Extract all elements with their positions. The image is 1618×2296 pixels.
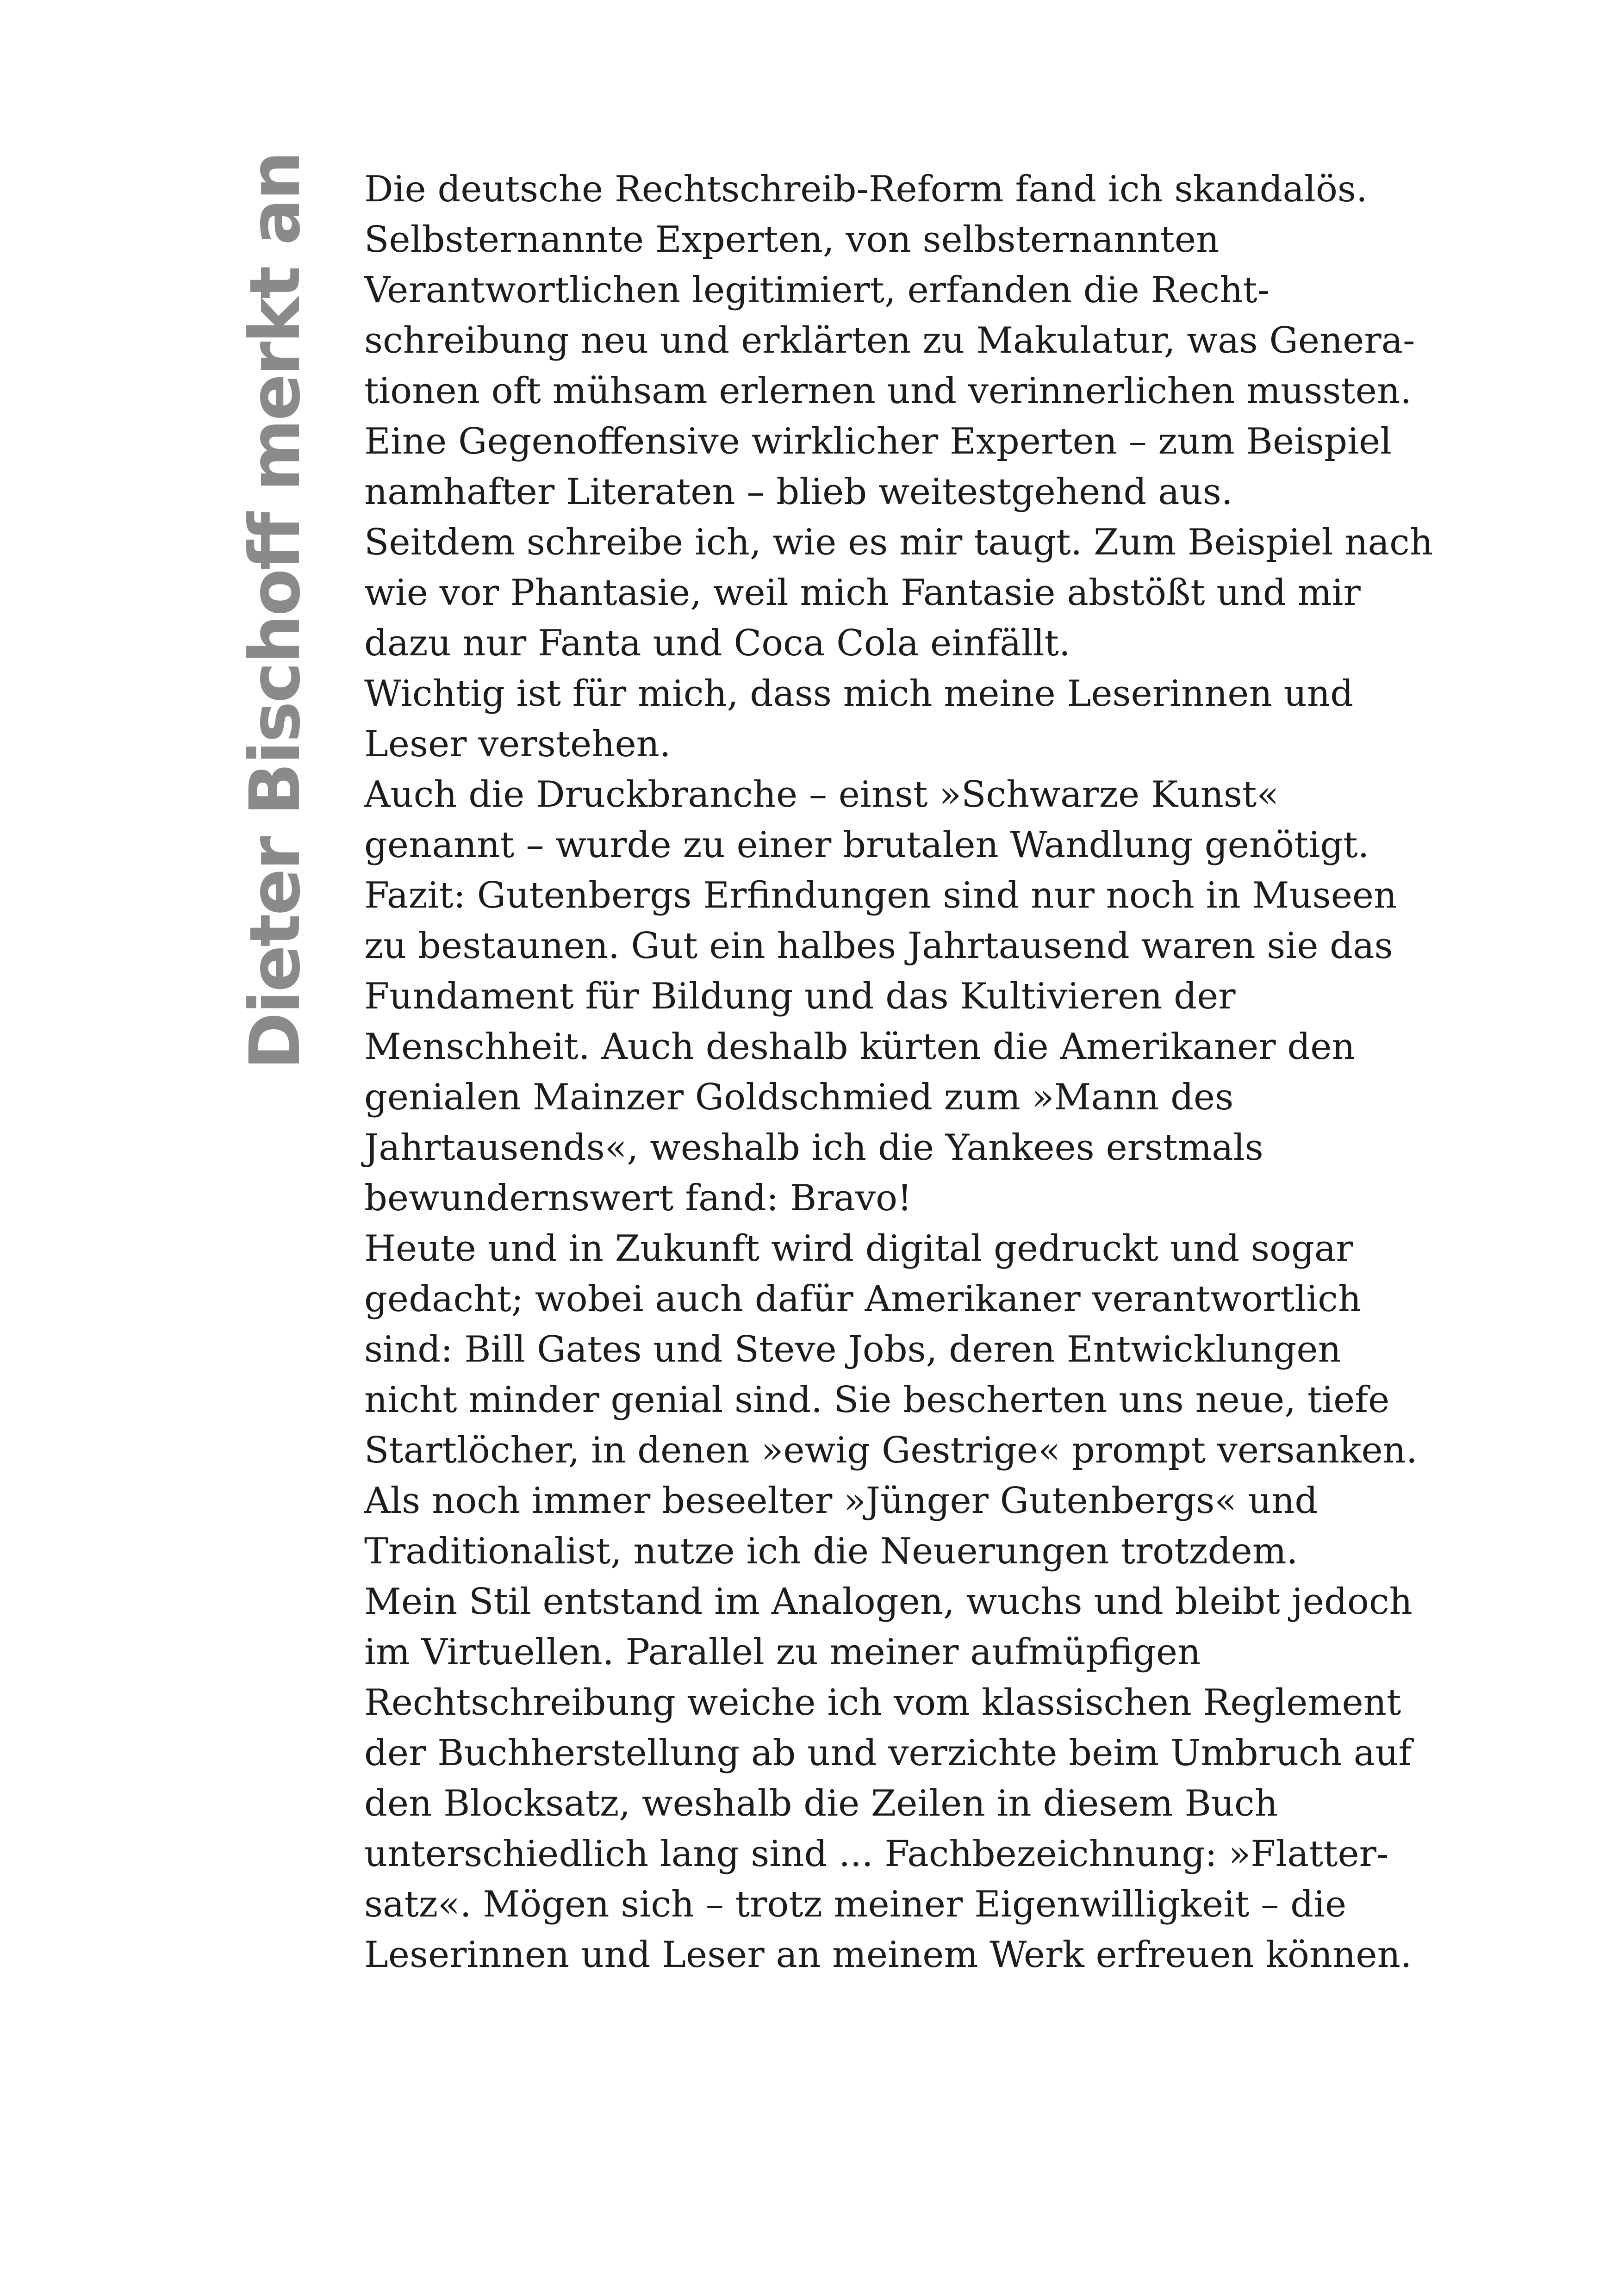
text-line: zu bestaunen. Gut ein halbes Jahrtausend waren sie das — [364, 925, 1393, 967]
text-line: gedacht; wobei auch dafür Amerikaner verantwortlich — [364, 1278, 1362, 1320]
text-line: Eine Gegenoffensive wirklicher Experten – zum Beispiel — [364, 421, 1392, 462]
text-line: der Buchherstellung ab und verzichte beim Umbruch auf — [364, 1732, 1412, 1774]
text-line: nicht minder genial sind. Sie bescherten uns neue, tiefe — [364, 1379, 1390, 1421]
text-line: genannt – wurde zu einer brutalen Wandlung genötigt. — [364, 824, 1369, 866]
text-line: Fundament für Bildung und das Kultivieren der — [364, 976, 1236, 1017]
text-line: Verantwortlichen legitimiert, erfanden die Recht- — [364, 269, 1270, 311]
text-line: Jahrtausends«, weshalb ich die Yankees erstmals — [364, 1127, 1263, 1169]
body-text — [364, 164, 1433, 1980]
text-line: Die deutsche Rechtschreib-Reform fand ich skandalös. — [364, 168, 1368, 210]
text-line: bewundernswert fand: Bravo! — [364, 1177, 912, 1219]
text-line: tionen oft mühsam erlernen und verinnerlichen mussten. — [364, 370, 1412, 412]
vertical-title: Dieter Bischoff merkt an — [235, 153, 316, 1070]
text-line: genialen Mainzer Goldschmied zum »Mann des — [364, 1076, 1234, 1118]
text-line: im Virtuellen. Parallel zu meiner aufmüpfigen — [364, 1631, 1201, 1673]
text-line: Selbsternannte Experten, von selbsternannten — [364, 219, 1220, 261]
text-line: schreibung neu und erklärten zu Makulatur, was Genera- — [364, 320, 1415, 361]
text-line: Rechtschreibung weiche ich vom klassischen Reglement — [364, 1682, 1401, 1724]
text-line: unterschiedlich lang sind ... Fachbezeichnung: »Flatter- — [364, 1833, 1389, 1875]
text-line: Mein Stil entstand im Analogen, wuchs und bleibt jedoch — [364, 1581, 1413, 1623]
text-line: Heute und in Zukunft wird digital gedruckt und sogar — [364, 1228, 1353, 1269]
text-line: Startlöcher, in denen »ewig Gestrige« prompt versanken. — [364, 1430, 1418, 1471]
text-line: sind: Bill Gates und Steve Jobs, deren Entwicklungen — [364, 1329, 1341, 1370]
text-line: satz«. Mögen sich – trotz meiner Eigenwilligkeit – die — [364, 1884, 1347, 1925]
text-line: Wichtig ist für mich, dass mich meine Leserinnen und — [364, 673, 1354, 715]
text-line: Menschheit. Auch deshalb kürten die Amerikaner den — [364, 1026, 1355, 1068]
text-line: Fazit: Gutenbergs Erfindungen sind nur noch in Museen — [364, 875, 1397, 916]
text-line: den Blocksatz, weshalb die Zeilen in diesem Buch — [364, 1783, 1278, 1824]
text-line: Leser verstehen. — [364, 723, 671, 765]
text-line: dazu nur Fanta und Coca Cola einfällt. — [364, 622, 1070, 664]
text-line: Seitdem schreibe ich, wie es mir taugt. Zum Beispiel nach — [364, 522, 1433, 563]
text-line: wie vor Phantasie, weil mich Fantasie abstößt und mir — [364, 572, 1361, 614]
text-line: Als noch immer beseelter »Jünger Gutenbergs« und — [364, 1480, 1318, 1522]
text-line: Leserinnen und Leser an meinem Werk erfreuen können. — [364, 1934, 1412, 1976]
text-line: namhafter Literaten – blieb weitestgehend aus. — [364, 471, 1233, 513]
text-line: Traditionalist, nutze ich die Neuerungen trotzdem. — [364, 1531, 1298, 1572]
vertical-title-container — [231, 153, 319, 1078]
text-line: Auch die Druckbranche – einst »Schwarze Kunst« — [364, 774, 1279, 815]
